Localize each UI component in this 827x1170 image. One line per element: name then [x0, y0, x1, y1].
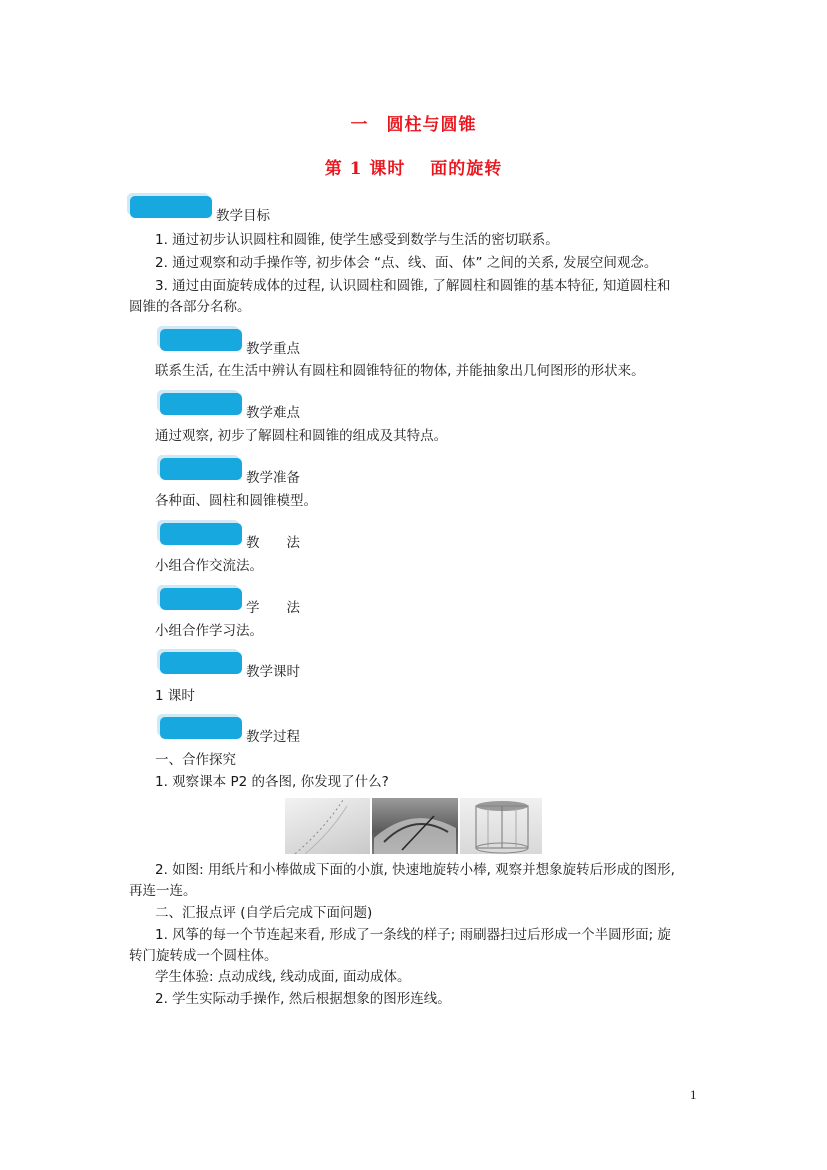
kite-photo	[285, 798, 370, 854]
difficulties-text: 通过观察, 初步了解圆柱和圆锥的组成及其特点。	[155, 428, 448, 444]
section-badge	[160, 329, 242, 351]
teaching-method-text: 小组合作交流法。	[155, 558, 263, 574]
process-line: 一、合作探究	[155, 752, 236, 768]
learning-method-text: 小组合作学习法。	[155, 623, 263, 639]
objective-line: 圆锥的各部分名称。	[129, 299, 251, 315]
process-line: 二、汇报点评 (自学后完成下面问题)	[155, 905, 373, 921]
process-line: 2. 学生实际动手操作, 然后根据想象的图形连线。	[155, 991, 451, 1007]
objective-line: 2. 通过观察和动手操作等, 初步体会 “点、线、面、体” 之间的关系, 发展空间观念。	[155, 255, 658, 271]
section-badge	[160, 717, 242, 739]
section-title: 教学难点	[246, 405, 300, 421]
section-badge	[130, 196, 212, 218]
section-title: 教学目标	[216, 208, 270, 224]
section-title: 教学课时	[246, 664, 300, 680]
objective-line: 1. 通过初步认识圆柱和圆锥, 使学生感受到数学与生活的密切联系。	[155, 232, 559, 248]
process-line: 学生体验: 点动成线, 线动成面, 面动成体。	[155, 969, 411, 985]
process-line: 转门旋转成一个圆柱体。	[129, 948, 278, 964]
revolving-door-photo	[460, 798, 542, 854]
wiper-photo	[372, 798, 457, 854]
section-badge	[160, 393, 242, 415]
section-title: 教学过程	[246, 729, 300, 745]
textbook-photos	[285, 798, 542, 854]
section-title: 教学重点	[246, 341, 300, 357]
page-number: 1	[690, 1087, 697, 1102]
process-line: 1. 观察课本 P2 的各图, 你发现了什么?	[155, 774, 389, 790]
section-title: 教 法	[246, 535, 300, 551]
section-badge	[160, 458, 242, 480]
process-line: 1. 风筝的每一个节连起来看, 形成了一条线的样子; 雨刷器扫过后形成一个半圆形面; 旋	[155, 927, 671, 943]
section-title: 学 法	[246, 600, 300, 616]
hours-text: 1 课时	[155, 688, 195, 704]
section-title: 教学准备	[246, 470, 300, 486]
preparation-text: 各种面、圆柱和圆锥模型。	[155, 493, 317, 509]
section-badge	[160, 523, 242, 545]
process-line: 再连一连。	[129, 883, 197, 899]
chapter-title: 一 圆柱与圆锥	[350, 115, 477, 135]
objective-line: 3. 通过由面旋转成体的过程, 认识圆柱和圆锥, 了解圆柱和圆锥的基本特征, 知道圆柱和	[155, 278, 671, 294]
section-badge	[160, 588, 242, 610]
lesson-title: 第 1 课时 面的旋转	[324, 159, 503, 179]
process-line: 2. 如图: 用纸片和小棒做成下面的小旗, 快速地旋转小棒, 观察并想象旋转后形成的图形,	[155, 862, 675, 878]
section-badge	[160, 652, 242, 674]
key-points-text: 联系生活, 在生活中辨认有圆柱和圆锥特征的物体, 并能抽象出几何图形的形状来。	[155, 363, 645, 379]
